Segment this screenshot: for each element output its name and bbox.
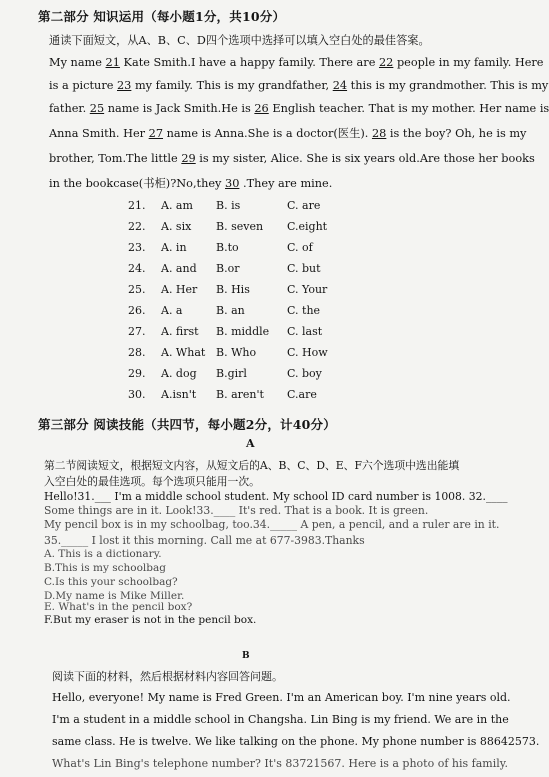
passage-line: brother, Tom.The little 29 is my sister, Alice. She is six years old.Are those her books [49,152,535,165]
option-row: 21. A. am B. is C. are [128,199,321,212]
choice-item: B.This is my schoolbag [44,562,166,574]
part-a-instruction-line: 入空白处的最佳选项。每个选项只能用一次。 [44,475,260,488]
passage-line: My pencil box is in my schoolbag, too.34._____ A pen, a pencil, and a ruler are in it. [44,518,500,531]
blank-28: 28 [371,127,387,140]
blank-24: 24 [332,79,348,92]
passage-line: in the bookcase(书柜)?No,they 30 .They are mine. [49,177,333,190]
passage-line: What's Lin Bing's telephone number? It's 83721567. Here is a photo of his family. [52,757,508,770]
option-row: 23. A. in B.to C. of [128,241,313,254]
section-2-heading: 第二部分 知识运用（每小题1分，共10分） [38,9,286,24]
blank-27: 27 [148,127,164,140]
option-row: 27. A. first B. middle C. last [128,325,323,338]
passage-line: My name 21 Kate Smith.I have a happy family. There are 22 people in my family. Here [49,56,544,69]
blank-22: 22 [378,56,394,69]
section-3-heading: 第三部分 阅读技能（共四节，每小题2分，计40分） [38,417,336,432]
option-row: 28. A. What B. Who C. How [128,346,328,359]
section-2-instruction: 通读下面短文，从A、B、C、D四个选项中选择可以填入空白处的最佳答案。 [49,34,430,47]
blank-23: 23 [117,79,132,92]
choice-item: C.Is this your schoolbag? [44,576,178,588]
passage-line: father. 25 name is Jack Smith.He is 26 English teacher. That is my mother. Her name is [49,102,549,115]
option-row: 24. A. and B.or C. but [128,262,321,275]
part-a-mark: A [246,437,255,450]
passage-line: Anna Smith. Her 27 name is Anna.She is a doctor(医生). 28 is the boy? Oh, he is my [49,127,527,140]
passage-line: is a picture 23 my family. This is my grandfather, 24 this is my grandmother. This is my [49,79,549,92]
blank-25: 25 [89,102,105,115]
passage-line: Hello, everyone! My name is Fred Green. I'm an American boy. I'm nine years old. [52,691,511,704]
passage-line: I'm a student in a middle school in Changsha. Lin Bing is my friend. We are in the [52,713,509,726]
part-b-mark: B [242,651,250,661]
part-a-instruction-line: 第二节阅读短文，根据短文内容，从短文后的A、B、C、D、E、F六个选项中选出能填 [44,459,460,472]
choice-item: E. What's in the pencil box? [44,601,193,613]
option-row: 25. A. Her B. His C. Your [128,283,328,296]
blank-30: 30 [225,177,240,190]
option-row: 29. A. dog B.girl C. boy [128,367,322,380]
passage-line: Hello!31.___ I'm a middle school student. My school ID card number is 1008. 32.____ [44,490,508,503]
passage-line: Some things are in it. Look!33.____ It's red. That is a book. It is green. [44,504,429,517]
choice-item: D.My name is Mike Miller. [44,590,185,602]
option-row: 30. A.isn't B. aren't C.are [128,388,317,401]
option-row: 26. A. a B. an C. the [128,304,321,317]
part-b-instruction: 阅读下面的材料，然后根据材料内容回答问题。 [52,670,283,683]
blank-26: 26 [254,102,269,115]
passage-line: 35._____ I lost it this morning. Call me at 677-3983.Thanks [44,534,365,547]
option-row: 22. A. six B. seven C.eight [128,220,328,233]
choice-item: F.But my eraser is not in the pencil box. [44,614,257,626]
choice-item: A. This is a dictionary. [44,548,162,560]
passage-line: same class. He is twelve. We like talking on the phone. My phone number is 88642573. [52,735,540,748]
blank-29: 29 [181,152,196,165]
blank-21: 21 [105,56,120,69]
